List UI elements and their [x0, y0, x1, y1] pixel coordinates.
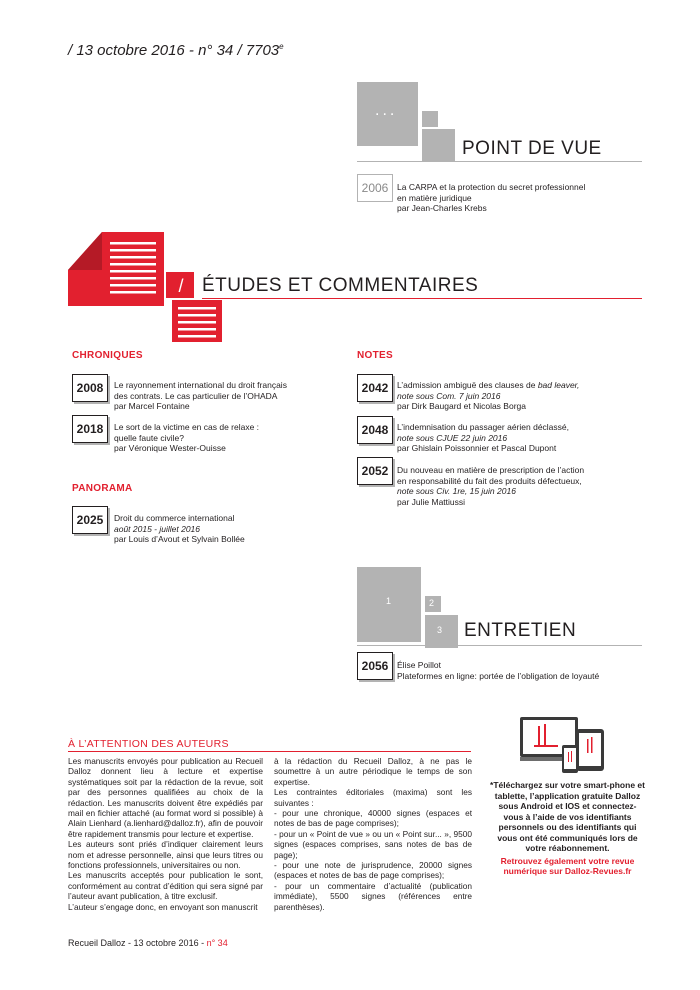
entretien-box-2: 2: [425, 596, 441, 612]
app-promo: *Téléchargez sur votre smart-phone et tablette, l’application gratuite Dalloz sous Android et IOS et connectez-vous à l’aide de vos identifiants personnels ou des identifiants qui vous ont été communiqués lors de votre réabonnement. Retrouvez également votre revue numérique sur Dalloz-Revues.fr: [490, 780, 645, 876]
authors-notice-title: À L’ATTENTION DES AUTEURS: [68, 738, 229, 750]
dots-icon: ...: [375, 102, 398, 119]
article-number: 2042: [357, 374, 393, 402]
entretien-box-3: 3: [425, 615, 458, 648]
decor-square: [422, 129, 455, 162]
page-footer: Recueil Dalloz - 13 octobre 2016 - n° 34: [68, 938, 228, 948]
issue-line: / 13 octobre 2016 - n° 34 / 7703e: [68, 42, 284, 59]
article-number: 2006: [357, 174, 393, 202]
authors-notice-col2: à la rédaction du Recueil Dalloz, à ne pas le soumettre à un autre périodique le temps de son expertise. Les contraintes éditoriales (maxima) sont les suivantes : - pour une chronique, 40000 signes (espaces et notes de bas de page comprises); - pour un « Point de vue » ou un « Point sur... », 9500 signes (espaces comprises, sans notes de bas de page); - pour une note de jurisprudence, 20000 signes (espaces et notes de bas de page comprises); - pour un commentaire d’actualité (publication immédiate), 5500 signes (références entre parenthèses).: [274, 756, 472, 912]
divider: [357, 645, 642, 646]
promo-link[interactable]: Retrouvez également votre revue numérique sur Dalloz-Revues.fr: [500, 855, 635, 876]
devices-icon: [520, 717, 610, 775]
section-title-entretien: ENTRETIEN: [464, 620, 577, 641]
etudes-slash: /: [168, 274, 194, 298]
section-title-point-de-vue: POINT DE VUE: [462, 138, 602, 159]
point-de-vue-graphic: [357, 82, 418, 146]
divider: [357, 161, 642, 162]
article-entry[interactable]: Du nouveau en matière de prescription de l’action en responsabilité du fait des produits défectueux, note sous Civ. 1re, 15 juin 2016 par Julie Mattiussi: [397, 465, 585, 507]
article-number: 2018: [72, 415, 108, 443]
decor-square: [422, 111, 438, 127]
article-number: 2052: [357, 457, 393, 485]
article-entry[interactable]: La CARPA et la protection du secret professionnel en matière juridique par Jean-Charles Krebs: [397, 182, 586, 213]
article-number: 2048: [357, 416, 393, 444]
divider: [68, 751, 471, 752]
article-entry[interactable]: Le sort de la victime en cas de relaxe : quelle faute civile? par Véronique Wester-Ouisse: [114, 422, 260, 453]
article-number: 2008: [72, 374, 108, 402]
article-number: 2025: [72, 506, 108, 534]
category-panorama: PANORAMA: [72, 483, 133, 494]
article-entry[interactable]: L’admission ambiguë des clauses de bad leaver, note sous Com. 7 juin 2016 par Dirk Baugard et Nicolas Borga: [397, 380, 580, 411]
category-notes: NOTES: [357, 350, 393, 361]
divider: [202, 298, 642, 299]
article-entry[interactable]: L’indemnisation du passager aérien déclassé, note sous CJUE 22 juin 2016 par Ghislain Poissonnier et Pascal Dupont: [397, 422, 570, 453]
article-entry[interactable]: Le rayonnement international du droit français des contrats. Le cas particulier de l’OHADA par Marcel Fontaine: [114, 380, 287, 411]
authors-notice-col1: Les manuscrits envoyés pour publication au Recueil Dalloz donnent lieu à lecture et expertise systématiques soit par la rédaction de la revue, soit par des personnes qualifiées au choix de la rédaction. Les manuscrits doivent être expédiés par mail en fichier attaché (au format word si possible) à Alain Lienhard (a.lienhard@dalloz.fr), afin de pouvoir être rapidement transmis pour lecture et expertise. Les auteurs sont priés d’indiquer clairement leurs nom et adresse personnelle, ainsi que leurs titres ou fonctions professionnels, universitaires ou non. Les manuscrits acceptés pour publication le sont, conformément au contrat d’édition qui sera signé par l’auteur avant publication, à titre exclusif. L’auteur s’engage donc, en envoyant son manuscrit: [68, 756, 263, 912]
article-entry[interactable]: Droit du commerce international août 2015 - juillet 2016 par Louis d’Avout et Sylvain Bollée: [114, 513, 245, 544]
article-entry[interactable]: Élise Poillot Plateformes en ligne: portée de l’obligation de loyauté: [397, 660, 600, 681]
article-number: 2056: [357, 652, 393, 680]
entretien-box-1: 1: [357, 567, 421, 642]
category-chroniques: CHRONIQUES: [72, 350, 143, 361]
section-title-etudes: ÉTUDES ET COMMENTAIRES: [202, 275, 479, 296]
